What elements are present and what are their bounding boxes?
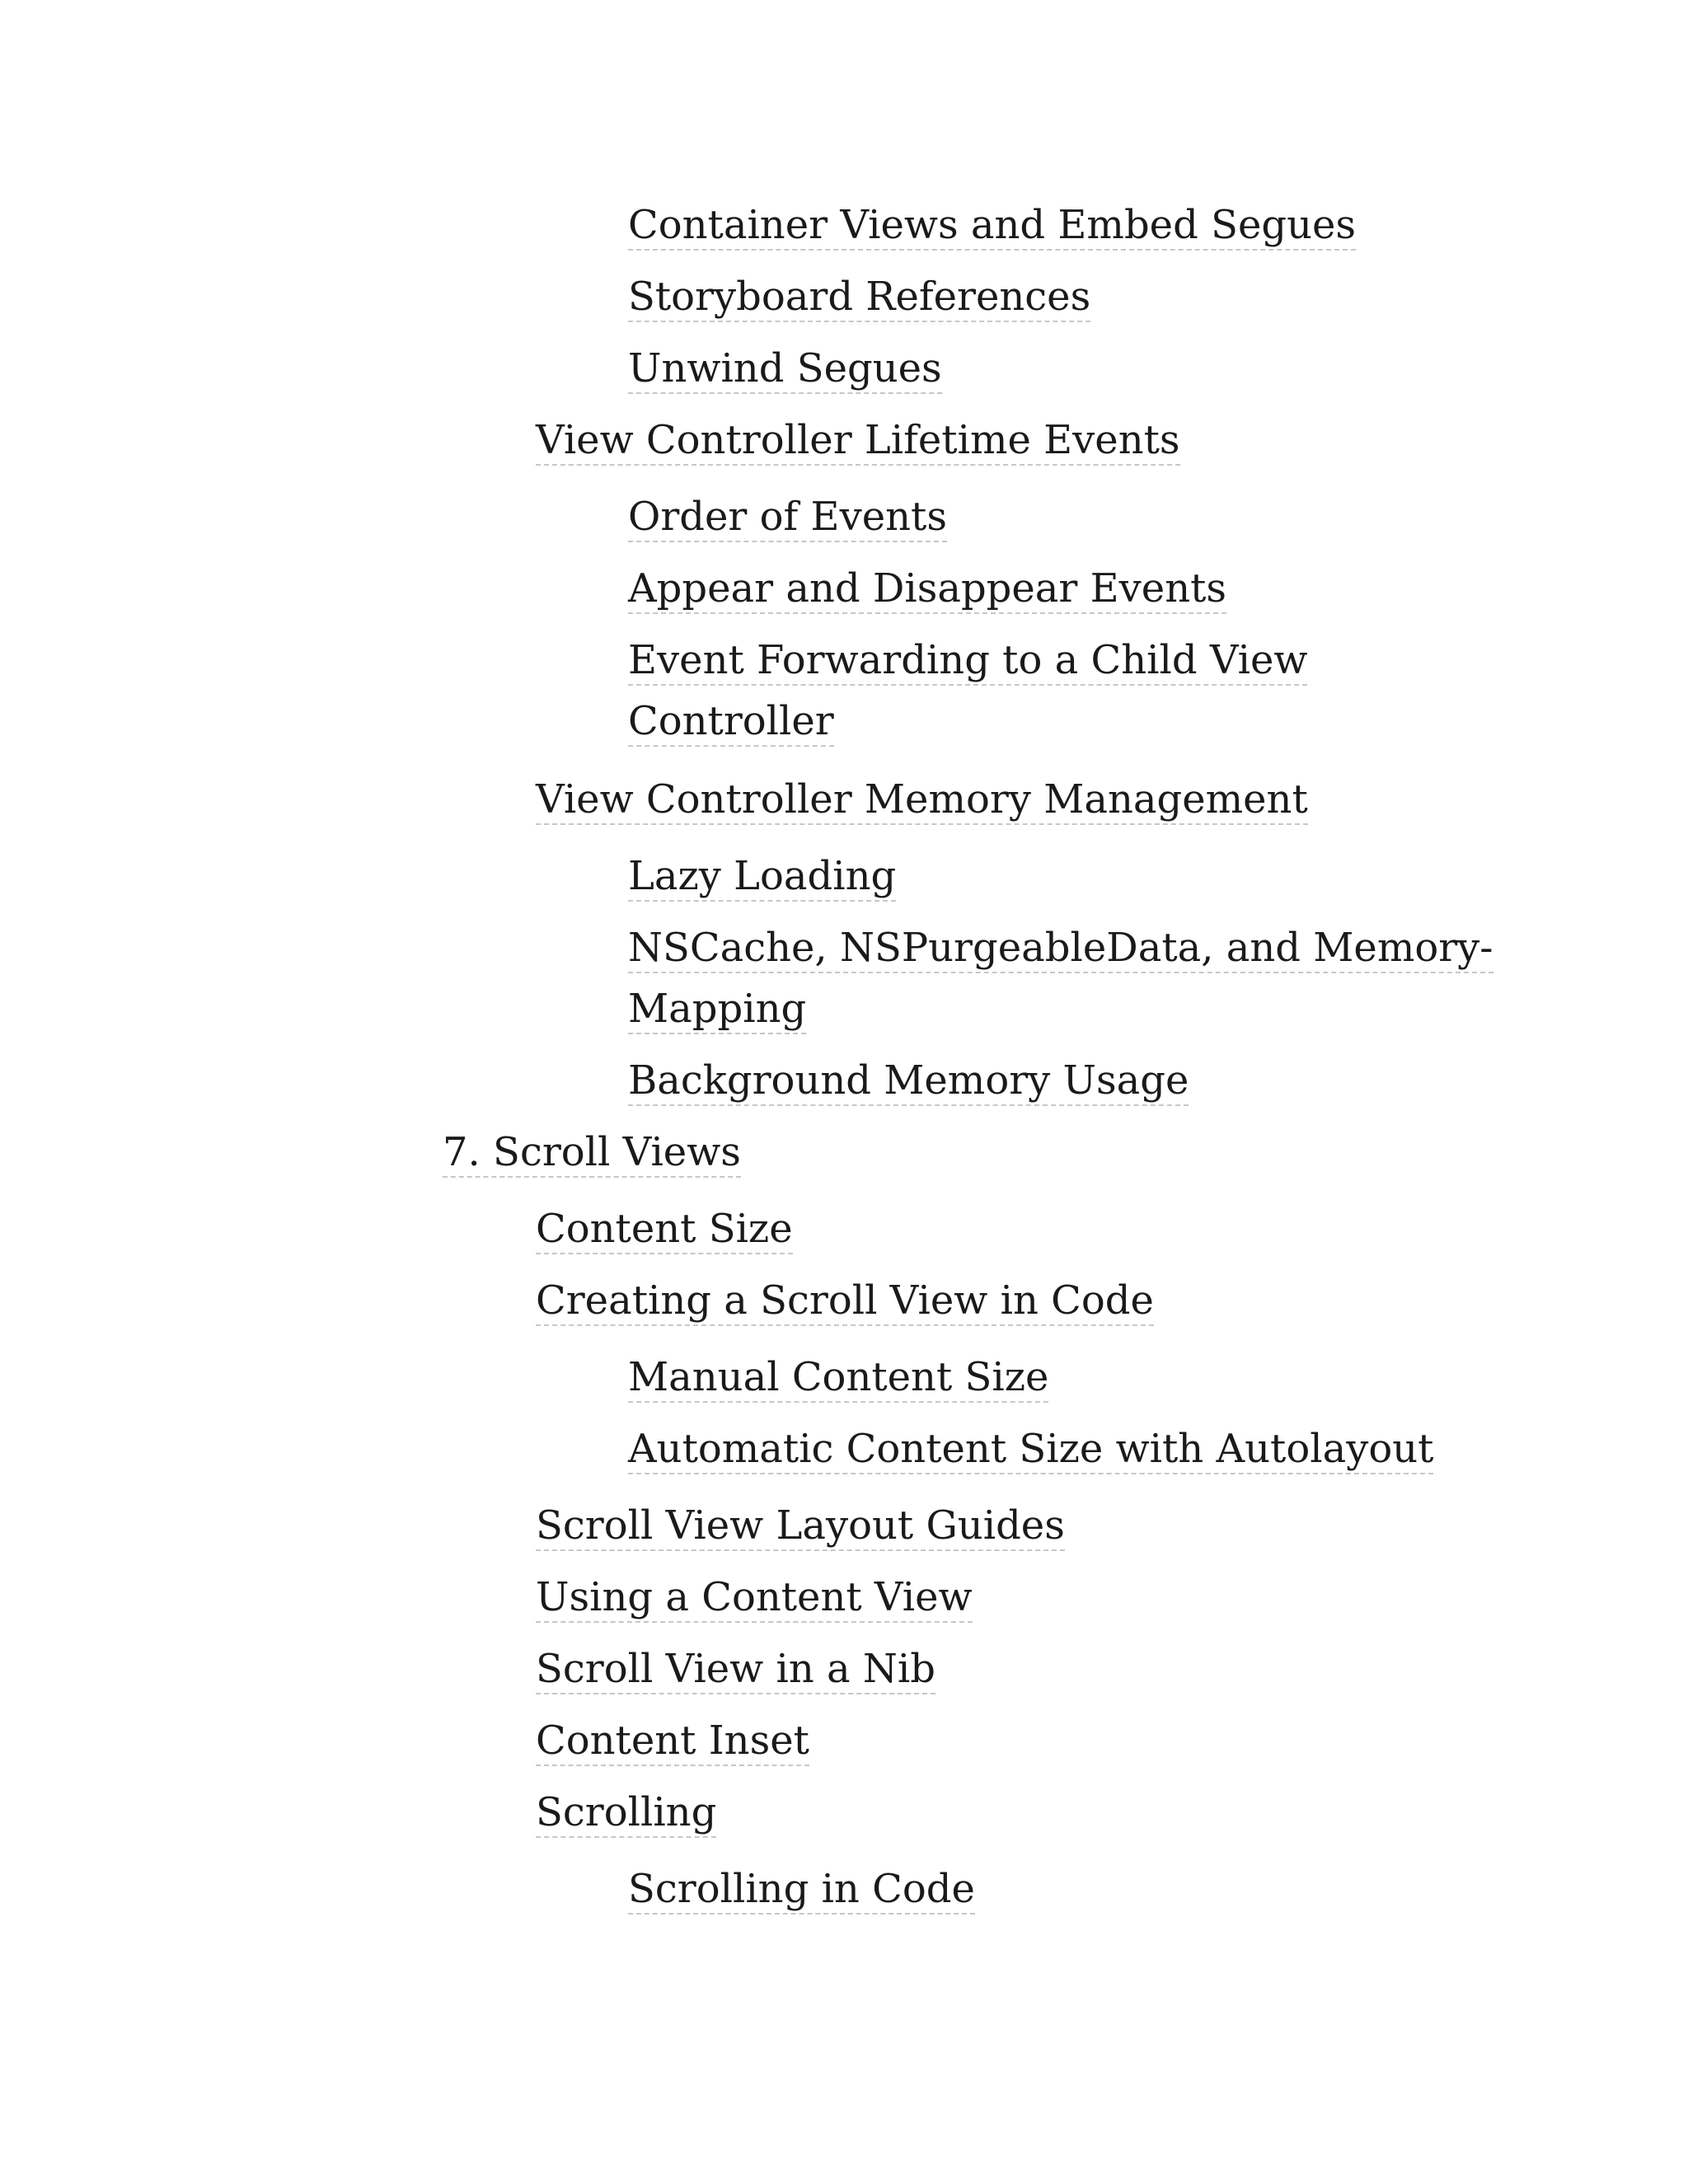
toc-link[interactable]: Appear and Disappear Events	[628, 565, 1226, 614]
toc-link[interactable]: Unwind Segues	[628, 344, 942, 394]
toc-link[interactable]: NSCache, NSPurgeableData, and Memory-	[628, 924, 1493, 973]
toc-link[interactable]: Scrolling	[536, 1788, 716, 1838]
toc-link[interactable]: Automatic Content Size with Autolayout	[628, 1425, 1433, 1474]
toc-link[interactable]: View Controller Memory Management	[536, 776, 1308, 825]
toc-link[interactable]: Content Inset	[536, 1717, 809, 1766]
toc-link[interactable]: Background Memory Usage	[628, 1057, 1189, 1106]
toc-link[interactable]: Content Size	[536, 1205, 793, 1254]
toc-link[interactable]: Controller	[628, 697, 834, 747]
toc-link[interactable]: 7. Scroll Views	[443, 1128, 741, 1178]
toc-link[interactable]: Creating a Scroll View in Code	[536, 1277, 1154, 1326]
toc-link[interactable]: Using a Content View	[536, 1573, 973, 1623]
toc-link[interactable]: Scroll View Layout Guides	[536, 1502, 1065, 1551]
toc-link[interactable]: Mapping	[628, 985, 806, 1034]
toc-link[interactable]: Container Views and Embed Segues	[628, 201, 1356, 251]
toc-link[interactable]: Storyboard References	[628, 273, 1090, 322]
toc-link[interactable]: Lazy Loading	[628, 852, 896, 902]
toc-link[interactable]: Scrolling in Code	[628, 1865, 975, 1915]
toc-link[interactable]: Event Forwarding to a Child View	[628, 636, 1307, 686]
toc-link[interactable]: View Controller Lifetime Events	[536, 416, 1180, 466]
toc-link[interactable]: Scroll View in a Nib	[536, 1645, 935, 1694]
toc-link[interactable]: Manual Content Size	[628, 1353, 1048, 1403]
toc-link[interactable]: Order of Events	[628, 493, 947, 542]
